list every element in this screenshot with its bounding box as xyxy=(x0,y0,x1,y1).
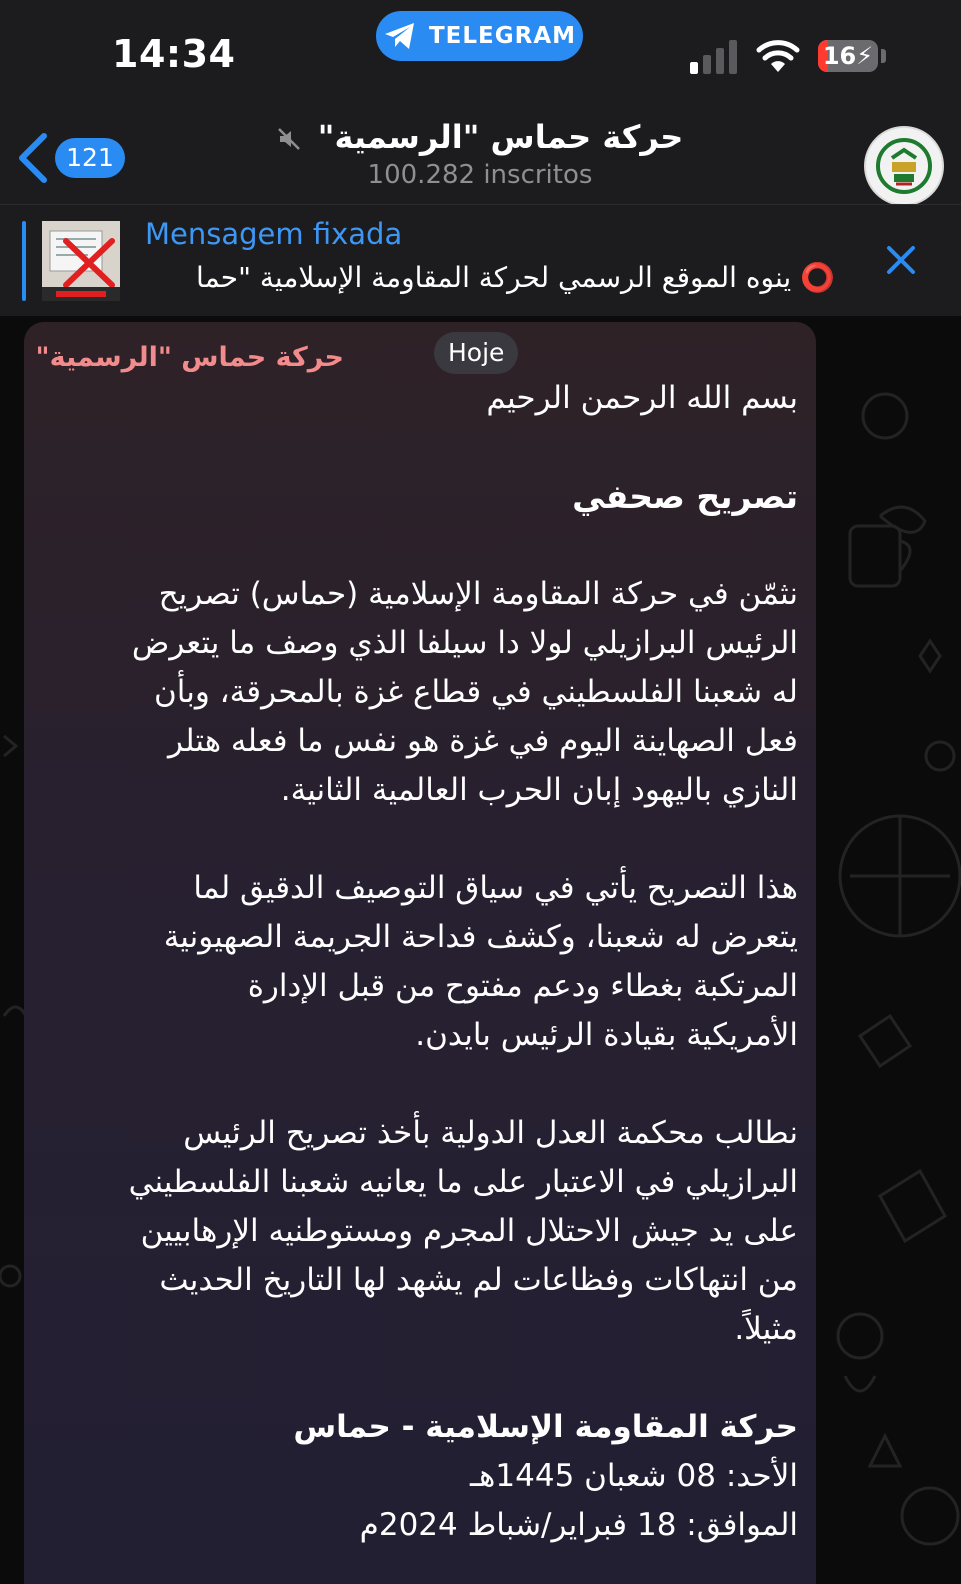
crossed-out-document-icon xyxy=(42,221,120,301)
battery-tip xyxy=(881,49,886,63)
message-line: فعل الصهاينة اليوم في غزة هو نفس ما فعله هتلر xyxy=(167,723,798,759)
message-line: نثمّن في حركة المقاومة الإسلامية (حماس) تصريح xyxy=(158,576,798,612)
telegram-pill-label: TELEGRAM xyxy=(428,23,577,49)
telegram-pill[interactable] xyxy=(376,11,583,61)
message-date-hijri: الأحد: 08 شعبان 1445هـ xyxy=(469,1458,798,1494)
message-line: البرازيلي في الاعتبار على ما يعانيه شعبنا الفلسطيني xyxy=(128,1164,798,1200)
message-line: على يد جيش الاحتلال المجرم ومستوطنيه الإرهابيين xyxy=(140,1213,798,1249)
channel-title[interactable] xyxy=(200,118,760,156)
message-line: من انتهاكات وفظاعات لم يشهد لها التاريخ الحديث xyxy=(159,1262,798,1298)
chat-area xyxy=(0,316,961,1584)
channel-avatar[interactable] xyxy=(864,126,944,206)
date-chip: Hoje xyxy=(434,332,518,374)
wifi-icon xyxy=(756,38,800,72)
message-line: هذا التصريح يأتي في سياق التوصيف الدقيق لما xyxy=(193,870,798,906)
message-signature: حركة المقاومة الإسلامية - حماس xyxy=(293,1409,798,1445)
message-sender[interactable]: حركة حماس "الرسمية" xyxy=(35,342,344,373)
message-line: النازي باليهود إبان الحرب العالمية الثانية. xyxy=(280,772,798,808)
message-heading: تصريح صحفي xyxy=(572,477,798,516)
pinned-message-bar[interactable] xyxy=(0,204,961,317)
back-unread-badge[interactable]: 121 xyxy=(55,138,125,178)
pinned-title: Mensagem fixada xyxy=(145,217,403,251)
message-line: مثيلاً. xyxy=(734,1311,798,1347)
message-line: الرئيس البرازيلي لولا دا سيلفا الذي وصف ما يتعرض xyxy=(131,625,798,661)
pinned-preview: ⭕️ ينوه الموقع الرسمي لحركة المقاومة الإسلامية "حما xyxy=(196,261,835,294)
message-line: المرتكبة بغطاء ودعم مفتوح من قبل الإدارة xyxy=(247,968,798,1004)
status-bar xyxy=(0,0,961,112)
status-time: 14:34 xyxy=(112,32,236,76)
cellular-signal-icon xyxy=(690,40,738,74)
speaker-muted-icon xyxy=(277,127,301,151)
chat-header xyxy=(0,112,961,204)
channel-title-text: حركة حماس "الرسمية" xyxy=(317,118,684,156)
battery-level: 16⚡ xyxy=(822,42,874,70)
battery-indicator xyxy=(818,40,878,72)
message-line: الأمريكية بقيادة الرئيس بايدن. xyxy=(415,1017,798,1053)
message-line: له شعبنا الفلسطيني في قطاع غزة بالمحرقة، وبأن xyxy=(154,674,798,710)
message-line: نطالب محكمة العدل الدولية بأخذ تصريح الرئيس xyxy=(183,1115,798,1151)
telegram-plane-icon xyxy=(383,21,417,51)
close-icon[interactable] xyxy=(884,243,918,277)
chevron-left-icon[interactable] xyxy=(14,132,54,184)
pinned-indicator xyxy=(22,221,26,301)
subscriber-count: 100.282 inscritos xyxy=(367,160,593,190)
channel-emblem-icon xyxy=(866,128,942,204)
message-text xyxy=(50,374,798,1550)
message-date-gregorian: الموافق: 18 فبراير/شباط 2024م xyxy=(359,1507,798,1543)
message-basmala: بسم الله الرحمن الرحيم xyxy=(486,380,798,416)
pinned-thumbnail xyxy=(42,221,120,301)
message-line: يتعرض له شعبنا، وكشف فداحة الجريمة الصهيونية xyxy=(163,919,798,955)
